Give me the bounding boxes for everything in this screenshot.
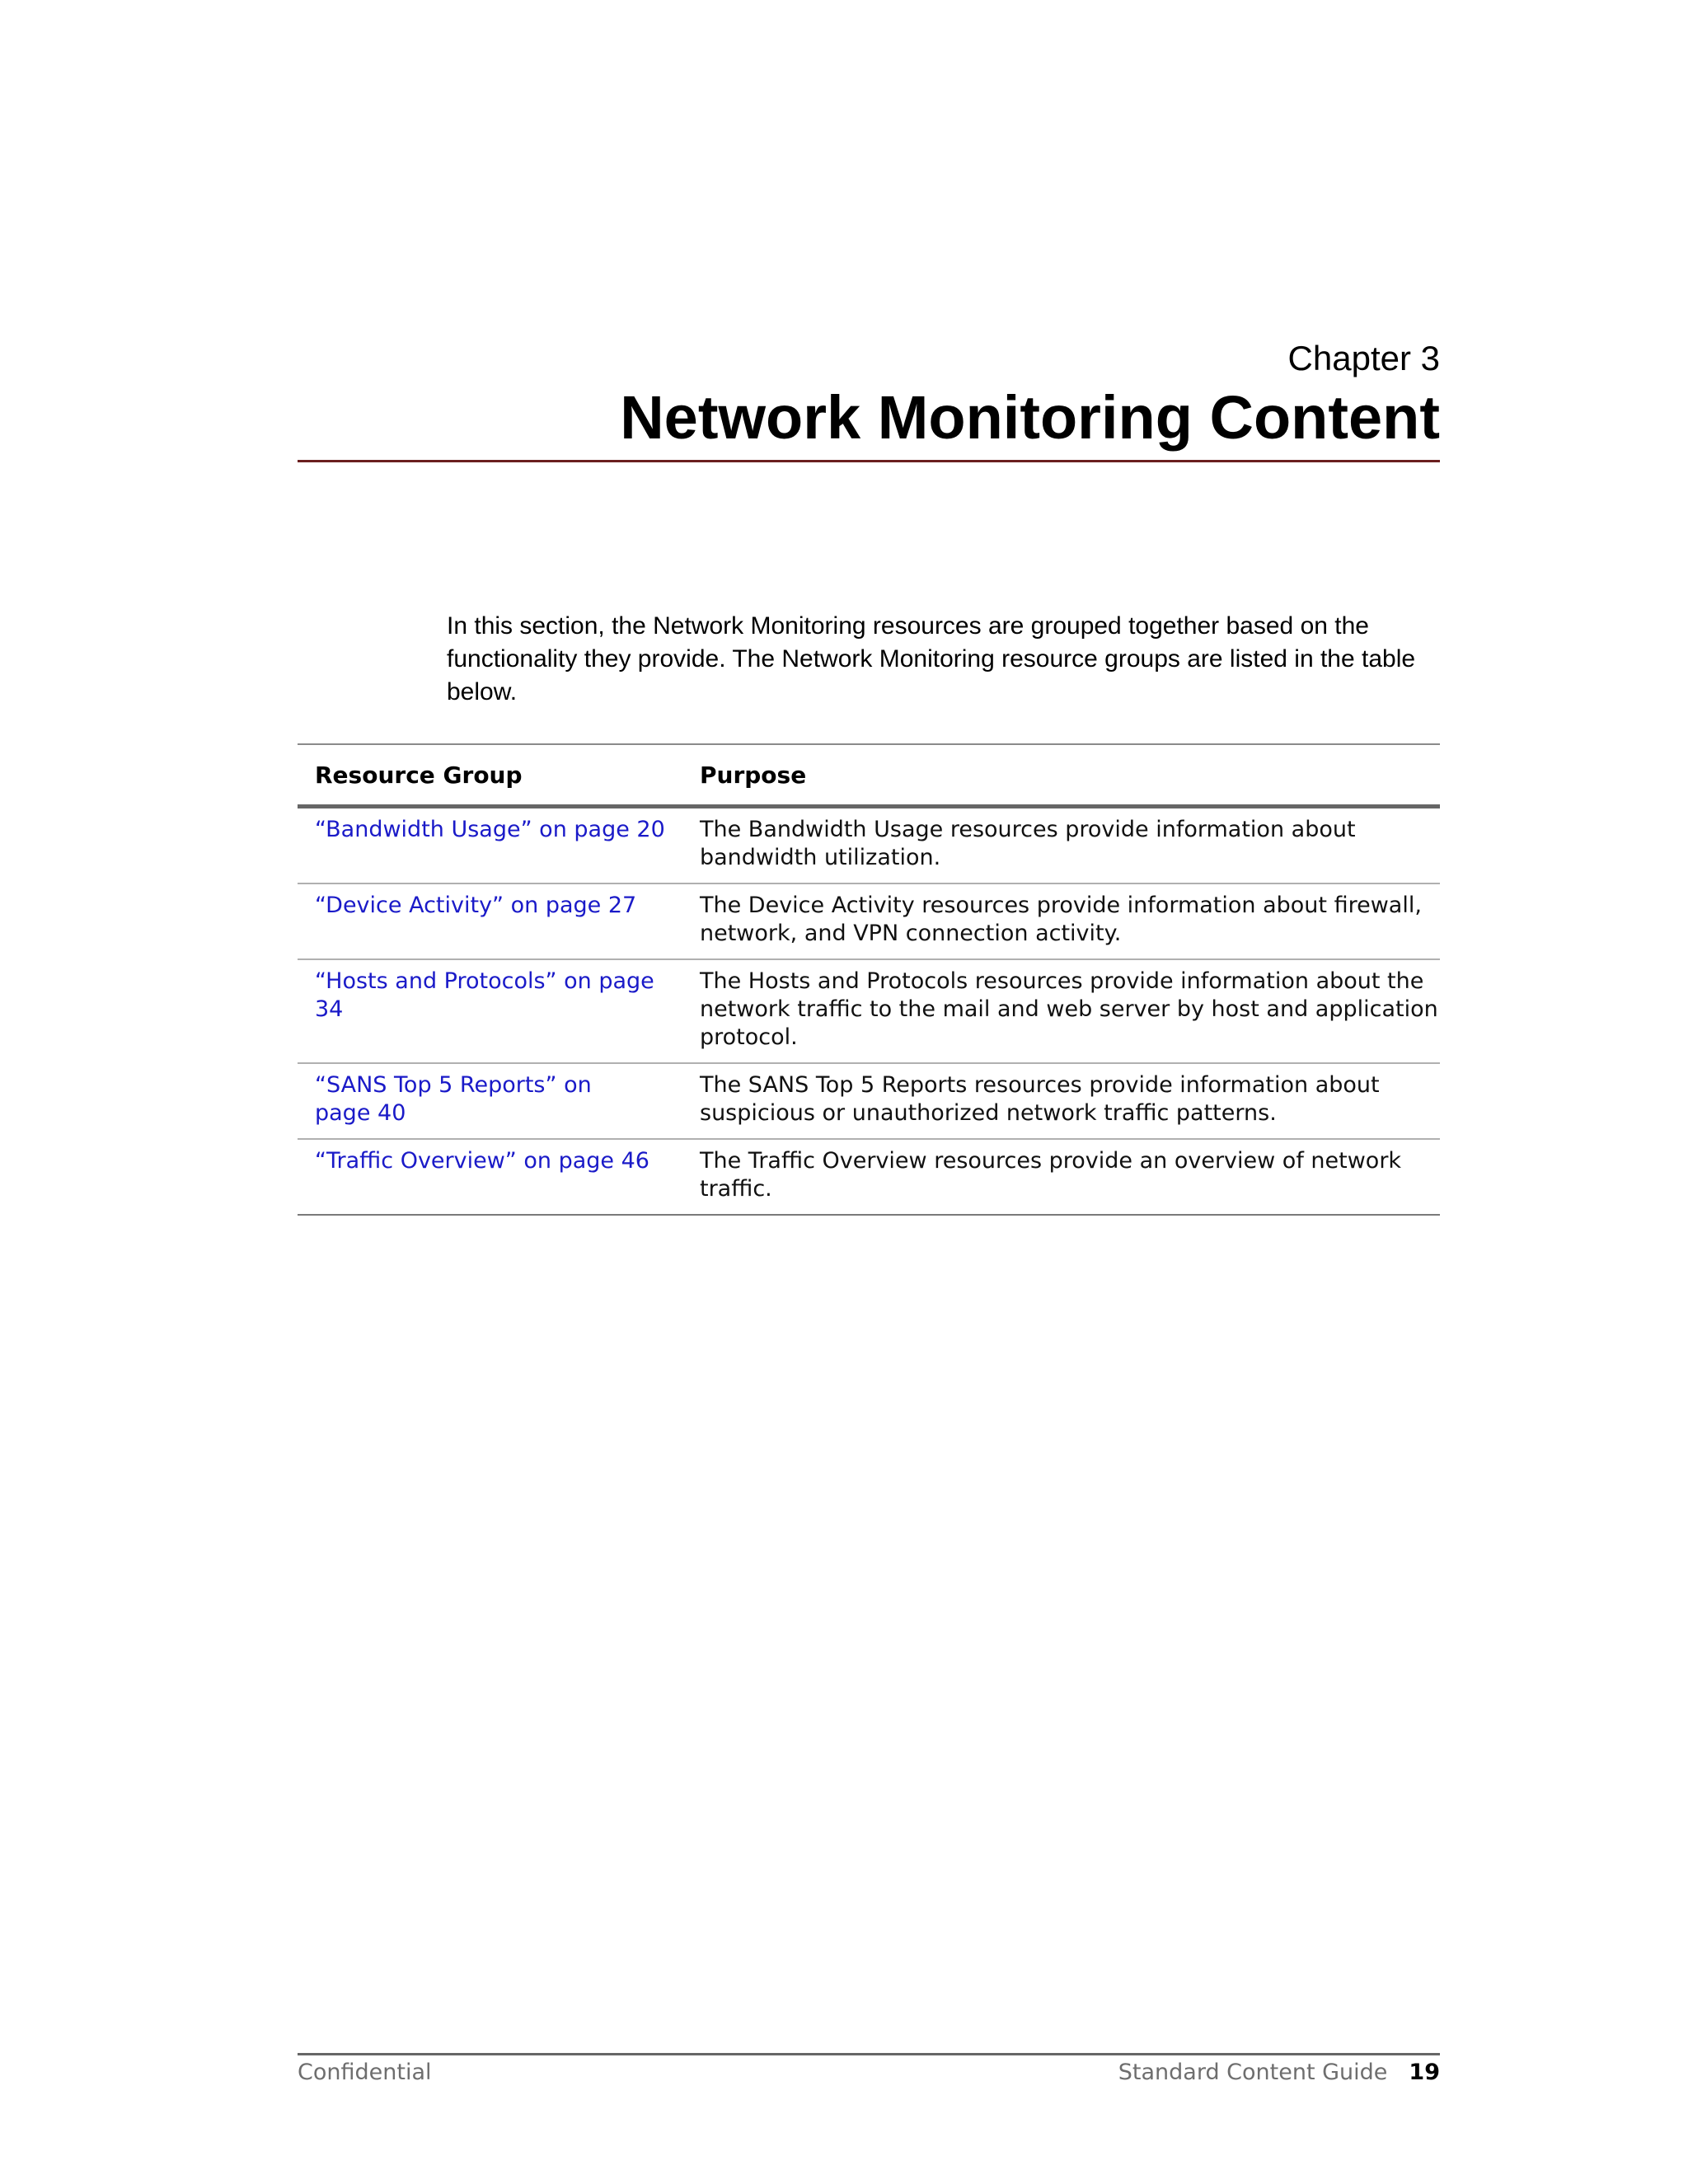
page-number: 19 xyxy=(1409,2060,1440,2085)
purpose-cell: The Device Activity resources provide information about firewall, network, and VPN connection activity. xyxy=(700,893,1422,946)
page-title: Network Monitoring Content xyxy=(620,383,1440,452)
link-traffic-overview[interactable]: “Traffic Overview” on page 46 xyxy=(315,1148,649,1174)
link-bandwidth-usage[interactable]: “Bandwidth Usage” on page 20 xyxy=(315,817,665,842)
table-row xyxy=(298,808,1440,884)
table-row xyxy=(298,1064,1440,1140)
table-header-row xyxy=(298,745,1440,804)
purpose-cell: The SANS Top 5 Reports resources provide information about suspicious or unauthorized network traffic patterns. xyxy=(700,1072,1380,1126)
link-hosts-and-protocols[interactable]: “Hosts and Protocols” on page 34 xyxy=(315,968,654,1022)
footer-divider xyxy=(298,2053,1440,2055)
link-sans-top-5-reports[interactable]: “SANS Top 5 Reports” on page 40 xyxy=(315,1072,592,1126)
header-resource-group: Resource Group xyxy=(315,761,523,789)
purpose-cell: The Hosts and Protocols resources provide information about the network traffic to the mail and web server by host and application protocol. xyxy=(700,968,1438,1050)
resource-group-table xyxy=(298,743,1440,1216)
chapter-label: Chapter 3 xyxy=(1287,339,1440,377)
header-purpose: Purpose xyxy=(700,761,807,789)
table-row xyxy=(298,884,1440,960)
footer-confidential: Confidential xyxy=(298,2060,432,2085)
title-divider xyxy=(298,460,1440,462)
link-device-activity[interactable]: “Device Activity” on page 27 xyxy=(315,893,637,918)
intro-paragraph: In this section, the Network Monitoring resources are grouped together based on the functionality they provide. The Network Monitoring resource groups are listed in the table below. xyxy=(447,612,1416,705)
purpose-cell: The Traffic Overview resources provide an overview of network traffic. xyxy=(700,1148,1402,1202)
table-row xyxy=(298,1140,1440,1216)
table-row xyxy=(298,960,1440,1064)
footer-guide-title: Standard Content Guide xyxy=(1118,2060,1388,2085)
footer-guide xyxy=(1118,2058,1440,2088)
purpose-cell: The Bandwidth Usage resources provide information about bandwidth utilization. xyxy=(700,817,1356,870)
